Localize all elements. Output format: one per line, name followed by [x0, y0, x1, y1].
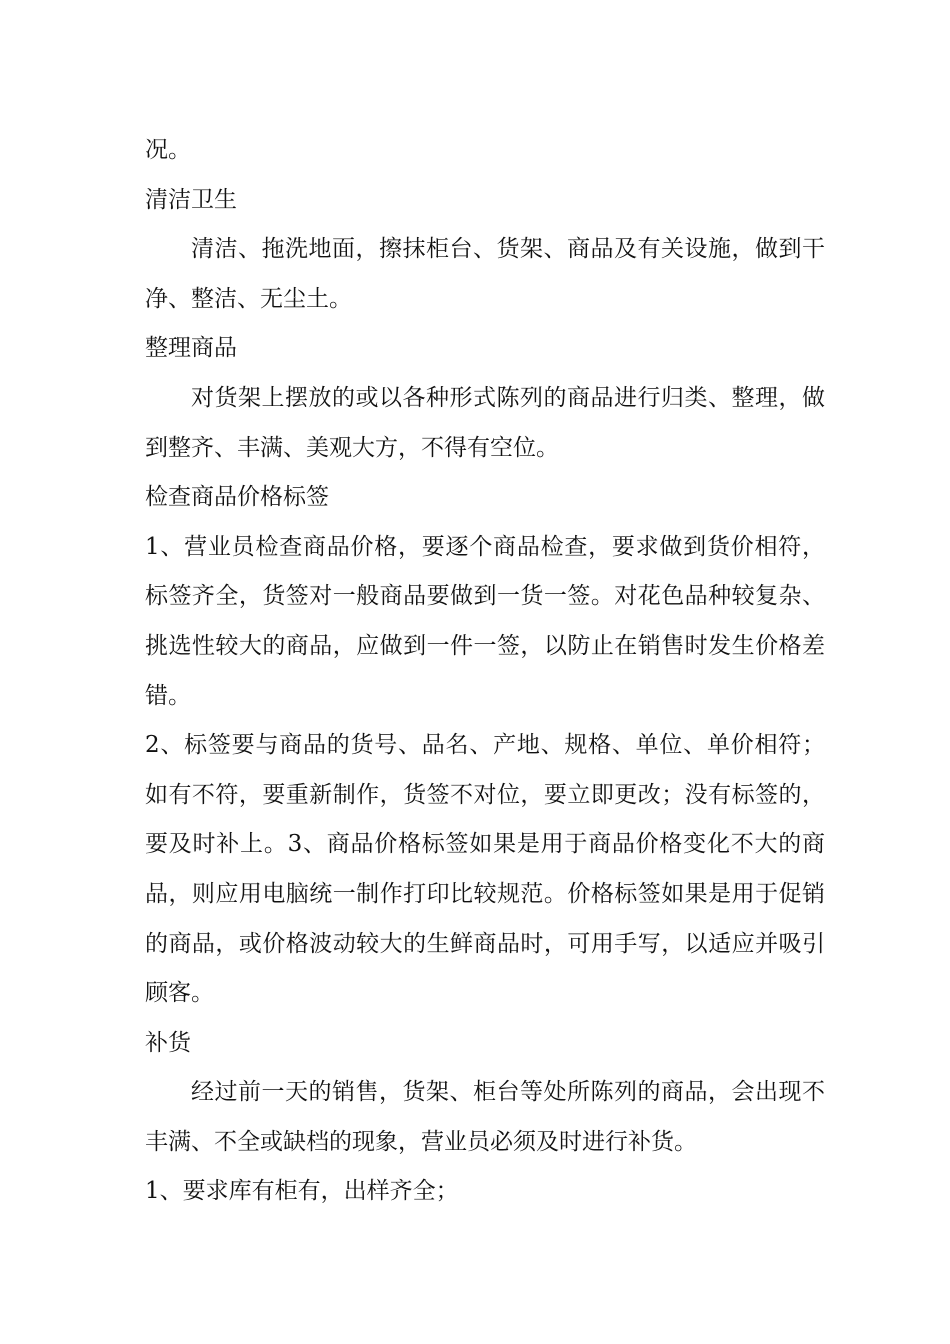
paragraph-price-labels-2: 2、标签要与商品的货号、品名、产地、规格、单位、单价相符；如有不符，要重新制作，货签不对位，要立即更改；没有标签的，要及时补上。3、商品价格标签如果是用于商品价格变化不大的商品，则应用电脑统一制作打印比较规范。价格标签如果是用于促销的商品，或价格波动较大的生鲜商品时，可用手写，以适应并吸引顾客。: [145, 732, 825, 1007]
paragraph-restock: 经过前一天的销售，货架、柜台等处所陈列的商品，会出现不丰满、不全或缺档的现象，营业员必须及时进行补货。: [145, 1079, 825, 1155]
section-heading-cleaning: 清洁卫生: [145, 186, 237, 213]
paragraph-restock-1: 1、要求库有柜有，出样齐全；: [145, 1178, 459, 1205]
paragraph-price-labels-1: 1、营业员检查商品价格，要逐个商品检查，要求做到货价相符，标签齐全，货签对一般商品要做到一货一签。对花色品种较复杂、挑选性较大的商品，应做到一件一签，以防止在销售时发生价格差错。: [145, 533, 825, 709]
section-heading-arrange-goods: 整理商品: [145, 335, 237, 362]
paragraph-arrange-goods: 对货架上摆放的或以各种形式陈列的商品进行归类、整理，做到整齐、丰满、美观大方，不得有空位。: [145, 384, 825, 461]
section-heading-price-labels: 检查商品价格标签: [145, 484, 329, 511]
document-body: [145, 126, 825, 1217]
section-heading-restock: 补货: [145, 1029, 191, 1056]
paragraph-cleaning: 清洁、拖洗地面，擦抹柜台、货架、商品及有关设施，做到干净、整洁、无尘土。: [145, 236, 825, 312]
paragraph-continuation: 况。: [145, 137, 191, 163]
